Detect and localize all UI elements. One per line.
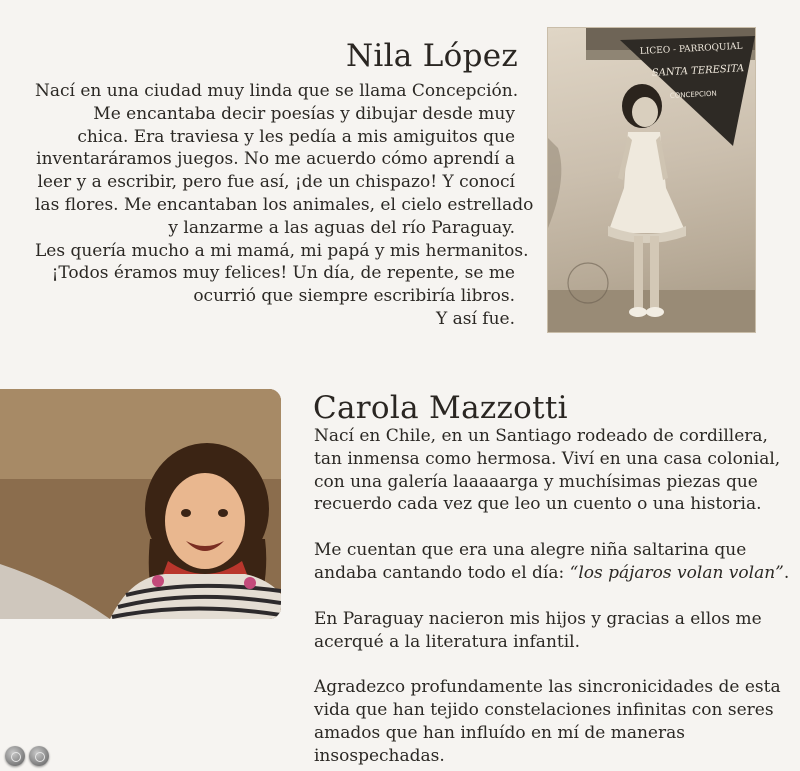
bio-paragraph-quote [314,539,794,585]
author-photo-carola [0,389,281,619]
author-bio-nila [35,80,534,331]
pennant-text-2: SANTA TERESITA [651,63,745,79]
author-photo-nila [548,28,755,332]
bio-line: inventaráramos juegos. No me acuerdo cómo aprendí a [36,149,515,170]
next-page-icon[interactable] [29,746,49,766]
bio-line: chica. Era traviesa y les pedía a mis amiguitos que [77,126,515,147]
author-bio-carola [314,425,794,768]
bio-text-end: . [783,562,790,583]
bio-line: Les quería mucho a mi mamá, mi papá y mis hermanitos. [35,240,529,261]
bio-line: Nací en una ciudad muy linda que se llama Concepción. [35,81,519,101]
previous-page-icon[interactable] [5,746,25,766]
bio-paragraph: Agradezco profundamente las sincronicidades de esta vida que han tejido constelaciones infinitas con seres amados que han influído en mí de maneras insospechadas. [314,677,781,766]
bio-line: ¡Todos éramos muy felices! Un día, de repente, se me [51,263,515,284]
song-quote: “los pájaros volan volan” [569,562,784,583]
bio-line: leer y a escribir, pero fue así, ¡de un chispazo! Y conocí [37,172,515,193]
author-name-carola: Carola Mazzotti [313,390,568,426]
author-name-nila: Nila López [345,38,518,74]
bio-paragraph: Nací en Chile, en un Santiago rodeado de cordillera, tan inmensa como hermosa. Viví en una casa colonial, con una galería laaaaarga y muchísimas piezas que recuerdo cada vez que leo un cuento o una historia. [314,426,781,515]
pennant-text-3: CONCEPCION [669,89,717,100]
pennant-text-1: LICEO - PARROQUIAL [639,41,743,57]
bio-paragraph: En Paraguay nacieron mis hijos y gracias a ellos me acerqué a la literatura infantil. [314,608,762,652]
bio-line: las flores. Me encantaban los animales, el cielo estrellado [35,194,534,215]
bio-line: Y así fue. [435,308,515,329]
bio-line: y lanzarme a las aguas del río Paraguay. [168,217,515,238]
bio-line: Me encantaba decir poesías y dibujar desde muy [93,103,515,124]
bio-text: Me cuentan que era una alegre niña saltarina que andaba cantando todo el día: [314,540,747,583]
bio-line: ocurrió que siempre escribiría libros. [193,286,515,307]
